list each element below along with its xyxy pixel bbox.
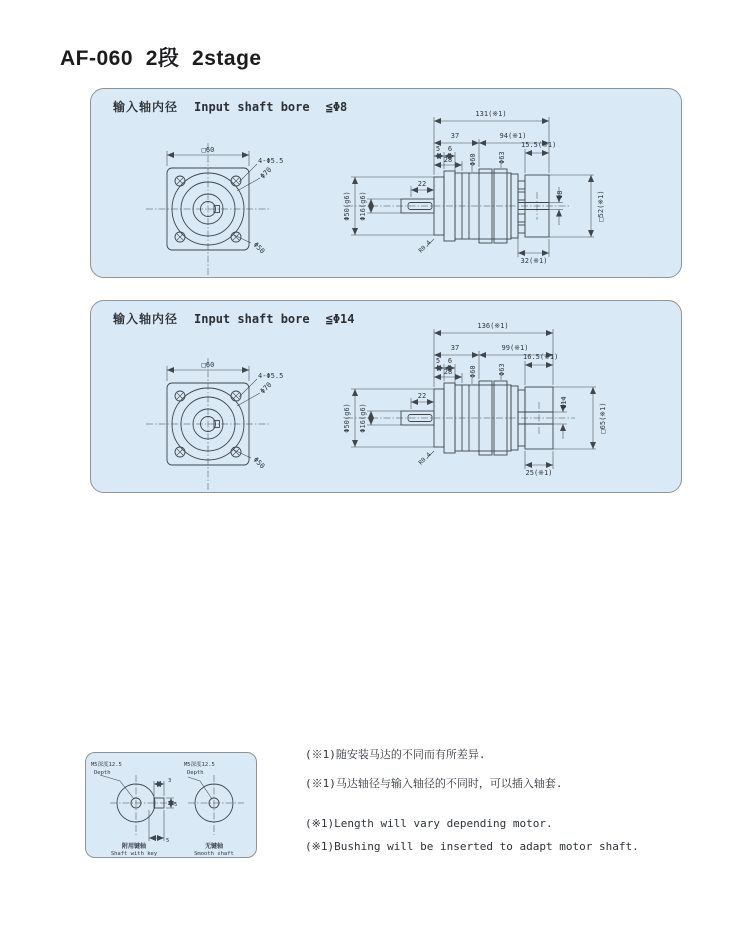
dim-5: 5 bbox=[435, 145, 441, 153]
dim-bore: Φ14 bbox=[560, 396, 568, 409]
tap-label-zh: M5深度12.5 bbox=[91, 762, 122, 768]
dim-adapter-len: 25(※1) bbox=[525, 469, 553, 477]
footnote-zh-2: (※1)马达轴径与输入轴径的不同时，可以插入轴套. bbox=[305, 777, 563, 790]
dim-overall: 131(※1) bbox=[475, 110, 507, 118]
smooth-shaft-view bbox=[184, 760, 244, 857]
dim-shaft-dia: Φ16(g6) bbox=[359, 191, 367, 221]
footnote-en-1: (※1)Length will vary depending motor. bbox=[305, 817, 553, 830]
dim-motor-flange: □65(※1) bbox=[599, 402, 607, 434]
dim-flange-depth: 15.5(※1) bbox=[521, 141, 557, 149]
tap-label-zh-2: M5深度12.5 bbox=[184, 762, 215, 768]
front-view bbox=[146, 358, 283, 490]
shaft-options-panel bbox=[85, 752, 257, 858]
dim-fillet: R0.4 bbox=[417, 451, 433, 467]
keyed-caption-en: Shaft with key bbox=[110, 851, 158, 857]
panel2-header-en: Input shaft bore bbox=[194, 312, 310, 326]
dim-28: 28 bbox=[443, 156, 453, 164]
dim-rear-len: 99(※1) bbox=[501, 344, 529, 352]
panel2-header-zh: 输入轴内径 bbox=[113, 312, 179, 326]
tap-label-en-2: Depth bbox=[187, 770, 204, 776]
page-title: AF-060 2段 2stage bbox=[60, 47, 262, 70]
dim-6: 6 bbox=[447, 145, 453, 153]
dim-square: □60 bbox=[201, 361, 215, 369]
smooth-caption-zh: 无键轴 bbox=[204, 844, 224, 850]
panel-input-shaft-bore-14 bbox=[90, 300, 682, 493]
dim-ring-od: Φ63 bbox=[498, 151, 506, 164]
dim-ring-od: Φ63 bbox=[498, 363, 506, 376]
tap-label-en: Depth bbox=[94, 770, 111, 776]
dim-shaft-len: 22 bbox=[417, 392, 427, 400]
dim-key-len: 5 bbox=[166, 838, 170, 844]
dim-body-od: Φ60 bbox=[469, 365, 477, 378]
dim-overall: 136(※1) bbox=[477, 322, 509, 330]
dim-motor-flange: □52(※1) bbox=[597, 190, 605, 222]
smooth-caption-en: Smooth shaft bbox=[194, 851, 234, 857]
footnotes bbox=[305, 746, 639, 853]
dim-shaft-len: 22 bbox=[417, 180, 427, 188]
dim-bore: Φ8 bbox=[556, 190, 564, 199]
dim-rear-len: 94(※1) bbox=[499, 132, 527, 140]
keyed-caption-zh: 附用键轴 bbox=[121, 844, 147, 850]
dim-fillet: R0.4 bbox=[417, 239, 433, 255]
side-view bbox=[343, 322, 607, 477]
footnote-zh-1: (※1)随安装马达的不同而有所差异. bbox=[305, 748, 486, 761]
dim-pilot-dia: Φ50(g6) bbox=[343, 403, 351, 433]
panel2-header bbox=[113, 310, 355, 327]
dim-holes: 4-Φ5.5 bbox=[258, 372, 284, 380]
side-view bbox=[343, 110, 605, 265]
dim-front-len: 37 bbox=[450, 132, 460, 140]
dim-adapter-len: 32(※1) bbox=[520, 257, 548, 265]
dim-pilot: Φ50 bbox=[251, 455, 267, 471]
dim-bolt-circle: Φ70 bbox=[258, 165, 274, 181]
dim-5: 5 bbox=[435, 357, 441, 365]
dim-square: □60 bbox=[201, 146, 215, 154]
dim-front-len: 37 bbox=[450, 344, 460, 352]
dim-bolt-circle: Φ70 bbox=[258, 380, 274, 396]
shaft-with-key-view bbox=[91, 760, 177, 857]
panel2-header-limit: ≦Φ14 bbox=[325, 312, 355, 326]
clamp-tabs bbox=[518, 181, 525, 233]
dim-pilot: Φ50 bbox=[251, 240, 267, 256]
dim-holes: 4-Φ5.5 bbox=[258, 157, 284, 165]
panel1-header-limit: ≦Φ8 bbox=[325, 100, 348, 114]
panel1-header bbox=[113, 98, 347, 115]
dim-key-height: 5 bbox=[174, 802, 178, 808]
dim-body-od: Φ60 bbox=[469, 153, 477, 166]
dim-28: 28 bbox=[443, 368, 453, 376]
panel1-header-en: Input shaft bore bbox=[194, 100, 310, 114]
panel-input-shaft-bore-8 bbox=[90, 88, 682, 278]
dim-flange-depth: 16.5(※1) bbox=[523, 353, 559, 361]
dim-shaft-dia: Φ16(g6) bbox=[359, 403, 367, 433]
panel2-drawing bbox=[91, 301, 683, 494]
front-view bbox=[146, 143, 283, 275]
dim-6: 6 bbox=[447, 357, 453, 365]
dim-pilot-dia: Φ50(g6) bbox=[343, 191, 351, 221]
shaft-options-drawing bbox=[86, 753, 256, 857]
panel1-header-zh: 输入轴内径 bbox=[113, 100, 179, 114]
panel1-drawing bbox=[91, 89, 683, 279]
dim-key-offset: 3 bbox=[168, 778, 172, 784]
footnote-en-2: (※1)Bushing will be inserted to adapt motor shaft. bbox=[305, 840, 639, 853]
